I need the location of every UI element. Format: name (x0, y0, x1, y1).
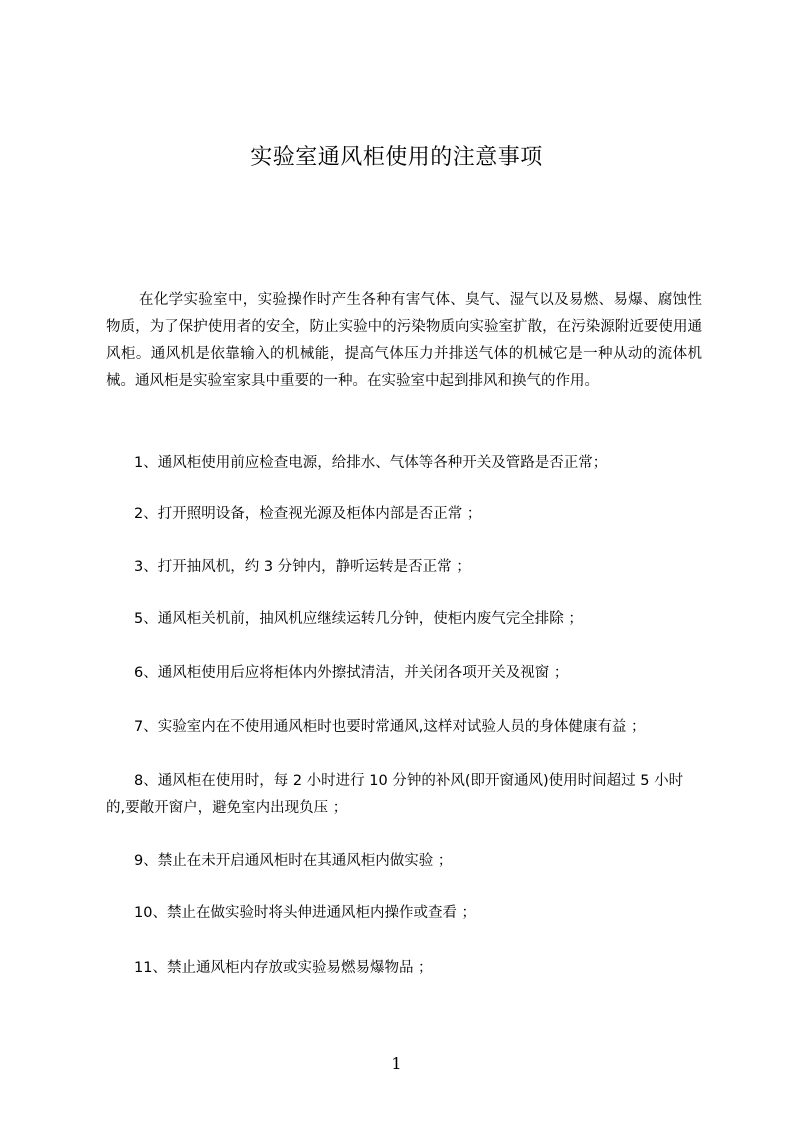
list-item: 1、通风柜使用前应检查电源，给排水、气体等各种开关及管路是否正常； (134, 455, 608, 471)
list-item: 10、禁止在做实验时将头伸进通风柜内操作或查看 ； (134, 905, 477, 921)
list-item: 8、通风柜在使用时，每 2 小时进行 10 分钟的补风(即开窗通风)使用时间超过 5 小时的,要敞开窗户，避免室内出现负压 ； (106, 773, 684, 816)
list-item: 5、通风柜关机前，抽风机应继续运转几分钟，使柜内废气完全排除 ； (134, 611, 583, 627)
page-title: 实验室通风柜使用的注意事项 (250, 145, 543, 170)
list-item: 3、打开抽风机，约 3 分钟内，静听运转是否正常 ； (134, 559, 471, 575)
list-item: 9、禁止在未开启通风柜时在其通风柜内做实验 ； (134, 853, 453, 869)
list-item: 11、禁止通风柜内存放或实验易燃易爆物品 ； (134, 960, 433, 976)
intro-paragraph: 在化学实验室中，实验操作时产生各种有害气体、臭气、湿气以及易燃、易爆、腐蚀性物质，为了保护使用者的安全，防止实验中的污染物质向实验室扩散，在污染源附近要使用通风柜。通风机是依靠输入的机械能，提高气体压力并排送气体的机械它是一种从动的流体机械。通风柜是实验室家具中重要的一种。在实验室中起到排风和换气的作用。 (106, 292, 702, 389)
list-item: 6、通风柜使用后应将柜体内外擦拭清洁，并关闭各项开关及视窗 ； (134, 665, 569, 681)
page-number: 1 (391, 1054, 402, 1073)
list-item: 7、实验室内在不使用通风柜时也要时常通风,这样对试验人员的身体健康有益 ； (134, 719, 646, 735)
list-item: 2、打开照明设备，检查视光源及柜体内部是否正常 ； (134, 506, 482, 522)
